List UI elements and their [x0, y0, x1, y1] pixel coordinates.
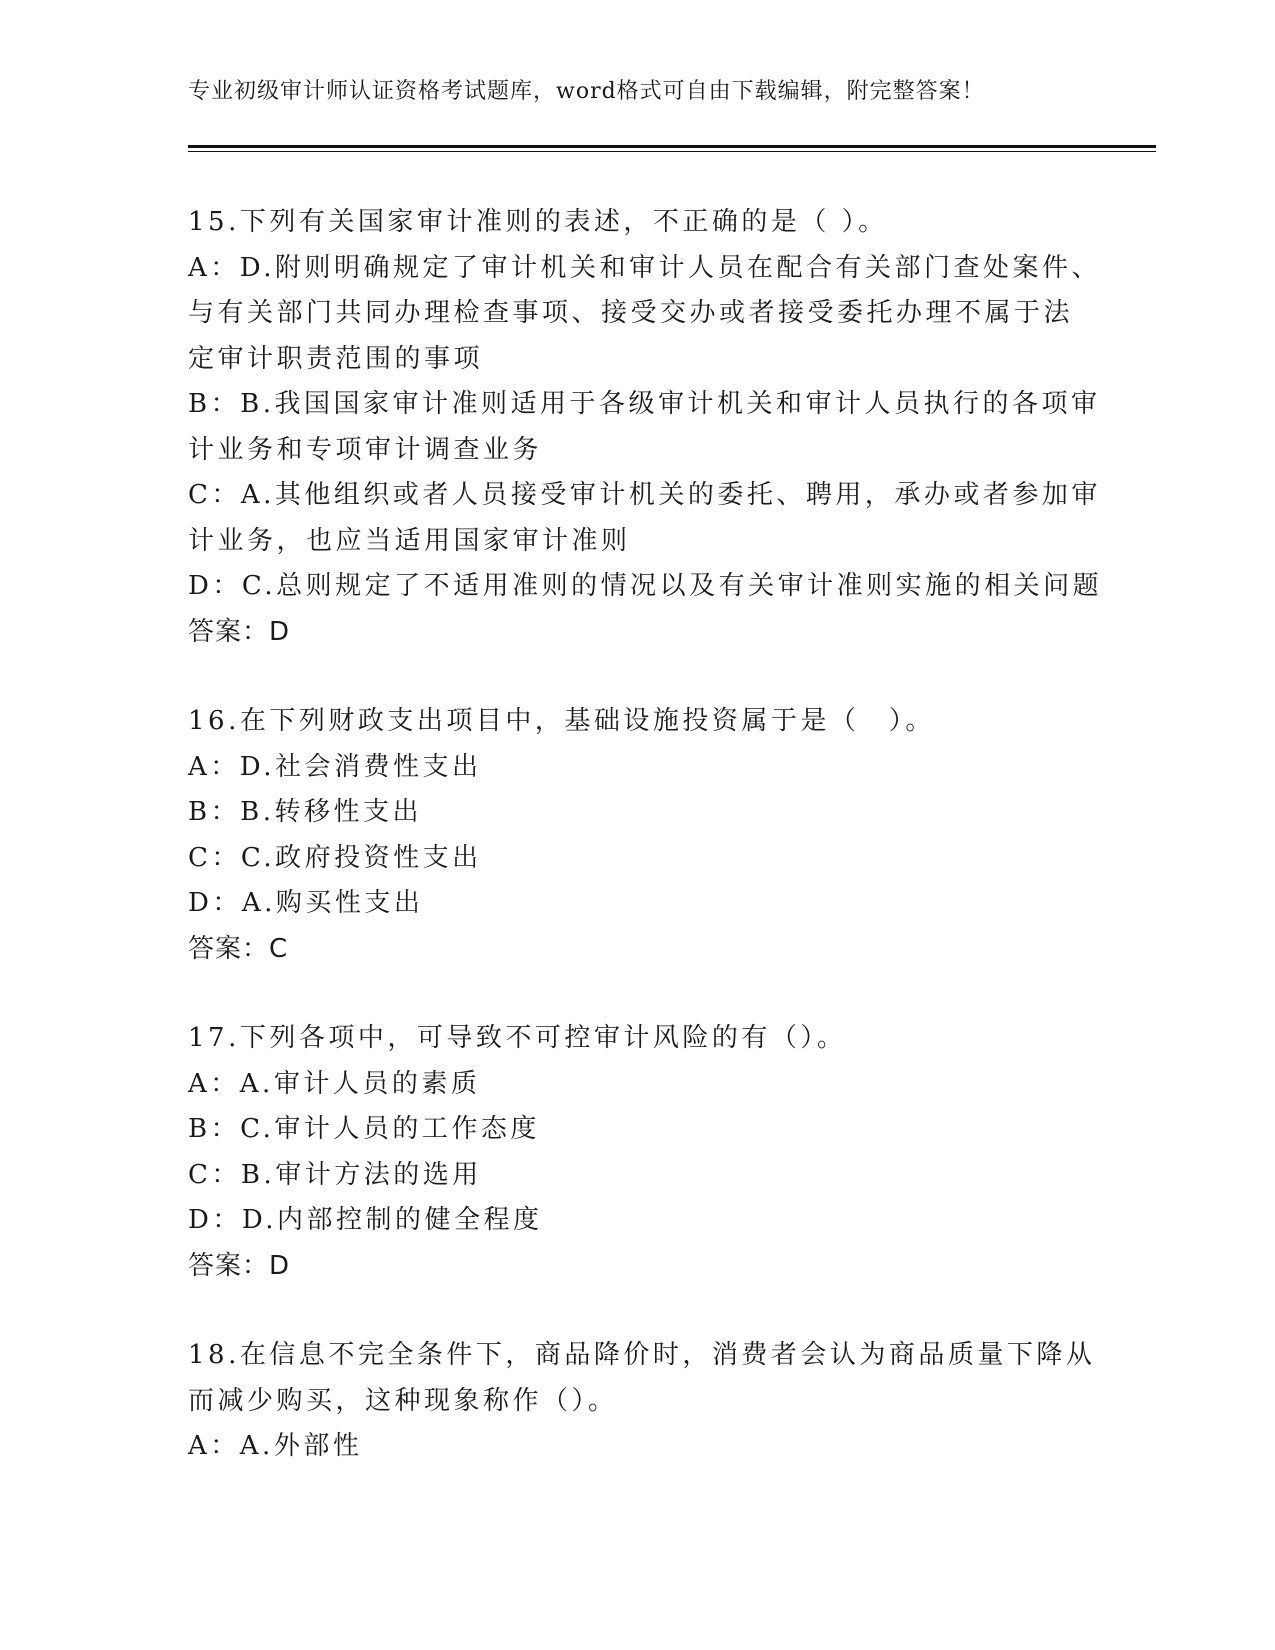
option-line: D：A.购买性支出	[188, 888, 424, 918]
option-line: C：A.其他组织或者人员接受审计机关的委托、聘用，承办或者参加审	[188, 480, 1101, 510]
page-header: 专业初级审计师认证资格考试题库，word格式可自由下载编辑，附完整答案！	[188, 79, 985, 104]
question-block	[188, 1333, 1096, 1470]
option-line: 计业务和专项审计调查业务	[188, 434, 543, 465]
answer-line: 答案：D	[188, 1250, 291, 1281]
option-line: B：B.我国国家审计准则适用于各级审计机关和审计人员执行的各项审	[188, 389, 1101, 419]
header-rule-thin	[188, 151, 1156, 152]
option-line: C：C.政府投资性支出	[188, 842, 482, 873]
option-line: A：A.审计人员的素质	[188, 1068, 481, 1099]
option-line: B：B.转移性支出	[188, 797, 422, 827]
option-line: A：A.外部性	[188, 1431, 363, 1461]
option-line: C：B.审计方法的选用	[188, 1159, 482, 1190]
question-block	[188, 699, 1088, 972]
question-stem: 18.在信息不完全条件下，商品降价时，消费者会认为商品质量下降从	[188, 1340, 1096, 1370]
option-line: D：C.总则规定了不适用准则的情况以及有关审计准则实施的相关问题	[188, 571, 1103, 601]
question-stem: 15.下列有关国家审计准则的表述，不正确的是（ ）。	[188, 207, 888, 237]
option-line: 定审计职责范围的事项	[188, 343, 484, 374]
option-line: D：D.内部控制的健全程度	[188, 1205, 543, 1235]
question-block	[188, 200, 1103, 655]
option-line: A：D.社会消费性支出	[188, 751, 482, 782]
question-block	[188, 1016, 1088, 1289]
question-stem: 而减少购买，这种现象称作（）。	[188, 1385, 618, 1416]
option-line: 与有关部门共同办理检查事项、接受交办或者接受委托办理不属于法	[188, 298, 1074, 328]
question-stem: 16.在下列财政支出项目中，基础设施投资属于是（ ）。	[188, 706, 935, 736]
option-line: 计业务，也应当适用国家审计准则	[188, 525, 631, 556]
question-list	[188, 200, 1103, 1514]
option-line: A：D.附则明确规定了审计机关和审计人员在配合有关部门查处案件、	[188, 252, 1101, 283]
option-line: B：C.审计人员的工作态度	[188, 1114, 540, 1144]
header-rule-thick	[188, 145, 1156, 148]
answer-line: 答案：C	[188, 933, 289, 964]
question-stem: 17.下列各项中，可导致不可控审计风险的有（）。	[188, 1023, 847, 1053]
answer-line: 答案：D	[188, 616, 291, 647]
